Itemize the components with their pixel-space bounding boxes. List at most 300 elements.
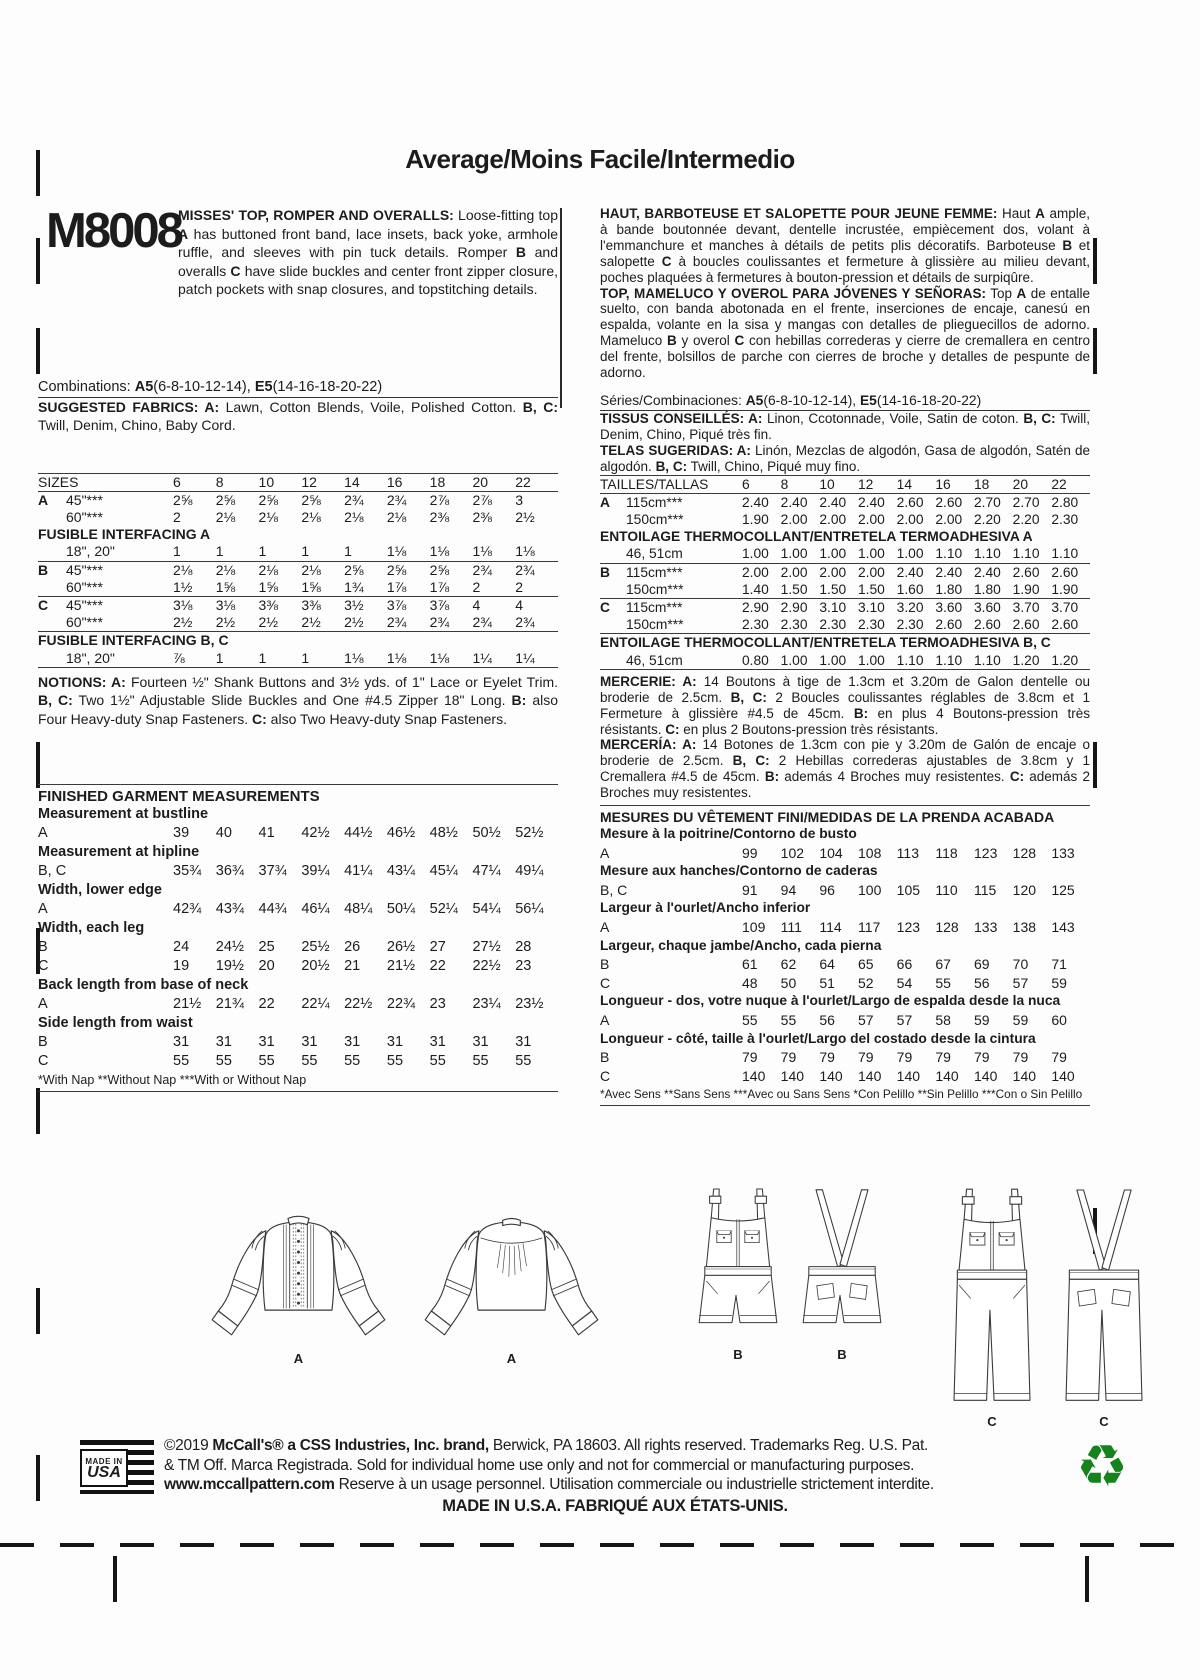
table-cell: 52½ — [515, 825, 544, 842]
table-cell: 2¾ — [429, 614, 450, 631]
table-section-heading: Measurement at hipline — [38, 844, 200, 861]
table-cell: 31 — [301, 1034, 318, 1051]
table-cell: 2.30 — [819, 617, 847, 633]
table-section-heading: Mesure aux hanches/Contorno de caderas — [600, 863, 878, 879]
table-cell: 55 — [173, 1053, 190, 1070]
table-cell: 133 — [1051, 844, 1075, 861]
table-cell: 94 — [780, 881, 797, 898]
table-row — [38, 473, 558, 492]
row-label: 150cm*** — [626, 581, 684, 597]
row-key: A — [600, 494, 610, 510]
table-cell: 2.40 — [974, 564, 1001, 580]
table-cell: 59 — [1012, 1012, 1029, 1029]
registration-mark — [113, 1556, 117, 1602]
row-label: 46, 51cm — [626, 652, 683, 668]
table-cell: 79 — [935, 1049, 951, 1066]
table-section-heading: Measurement at bustline — [38, 806, 209, 823]
description-block — [38, 206, 558, 299]
table-cell: 1.10 — [935, 546, 963, 562]
copyright-line-1: ©2019 McCall's® a CSS Industries, Inc. brand, Berwick, PA 18603. All rights reserved. Trademarks Reg. U.S. Pat. — [164, 1437, 928, 1454]
table-row — [600, 616, 1090, 634]
table-cell: 2.80 — [1051, 494, 1079, 510]
table-cell: 2⅛ — [258, 508, 279, 525]
row-label: 46, 51cm — [626, 546, 683, 562]
table-cell: 140 — [1051, 1067, 1075, 1084]
table-cell: 10 — [258, 473, 275, 490]
table-row — [600, 599, 1090, 616]
figure-label: A — [293, 1351, 304, 1366]
table-cell: 55 — [215, 1053, 232, 1070]
table-row — [600, 955, 1090, 974]
table-cell: 18 — [429, 473, 446, 490]
table-cell: 3⅛ — [215, 596, 236, 613]
table-cell: 1⅝ — [215, 578, 236, 595]
table-cell: 1.90 — [1051, 581, 1079, 597]
table-cell: 24½ — [215, 939, 244, 956]
table-section-heading: Longueur - dos, votre nuque à l'ourlet/Largo de espalda desde la nuca — [600, 993, 1061, 1009]
flag-text-bottom: USA — [87, 1463, 121, 1481]
suggested-fabrics-es: TELAS SUGERIDAS: A: Linón, Mezclas de algodón, Gasa de algodón, Satén de algodón. B, C: Twill, Chino, Piqué muy fino. — [600, 442, 1090, 474]
garment-description-en: MISSES' TOP, ROMPER AND OVERALLS: Loose-fitting top A has buttoned front band, lace insets, back yoke, armhole ruffle, and sleeves with pin tuck details. Romper B and overalls C have slide buckles and center front zipper closure, patch pockets with snap closures, and topstitching details. — [178, 207, 558, 297]
row-label: 150cm*** — [626, 512, 684, 527]
table-cell: 2½ — [301, 614, 321, 631]
table-cell: 125 — [1051, 881, 1075, 898]
table-cell: 22½ — [344, 996, 373, 1013]
table-cell: 104 — [819, 844, 843, 861]
table-cell: 3.20 — [896, 600, 924, 616]
table-cell: 21½ — [173, 996, 202, 1013]
table-cell: 140 — [780, 1067, 805, 1084]
top-a-front-drawing — [206, 1199, 391, 1349]
merceria-paragraph: MERCERÍA: A: 14 Botones de 1.3cm con pie y 3.20m de Galón de encaje o broderie de 2.5cm. B, C: 2 Hebillas correderas ajustables de 3.8cm y 1 Cremallera #4.5 de 45cm. B: además 4 Broches muy resistentes. C: además 2 Broches muy resistentes. — [600, 737, 1090, 801]
table-cell: 54¼ — [472, 901, 501, 918]
table-cell: 1⅞ — [386, 578, 407, 595]
table-cell: 20½ — [301, 958, 330, 975]
table-row — [38, 562, 558, 579]
table-cell: 114 — [819, 919, 842, 936]
pattern-number: M8008 — [46, 204, 181, 258]
table-cell: 25 — [258, 939, 275, 956]
table-cell: 35¾ — [173, 863, 202, 880]
table-cell: 1⅞ — [429, 578, 450, 595]
table-section-heading: Largeur à l'ourlet/Ancho inferior — [600, 900, 811, 916]
table-cell: 48½ — [429, 825, 458, 842]
table-cell: 18 — [974, 476, 990, 492]
row-label: 45"*** — [66, 491, 103, 508]
table-cell: 2⅞ — [472, 491, 492, 508]
table-cell: 51 — [819, 974, 835, 991]
table-row — [38, 650, 558, 668]
table-cell: 2.40 — [819, 494, 847, 510]
table-cell: 1⅝ — [301, 578, 321, 595]
table-cell: 2.00 — [819, 564, 847, 580]
table-cell: 1.00 — [742, 546, 769, 562]
row-label: B — [600, 1049, 610, 1066]
table-cell: 1.00 — [858, 652, 885, 668]
table-cell: 31 — [344, 1034, 361, 1051]
table-cell: 1.20 — [1051, 652, 1079, 668]
table-cell: 138 — [1012, 919, 1037, 936]
table-cell: 22¾ — [386, 996, 416, 1013]
table-cell: 23¼ — [472, 996, 501, 1013]
table-cell: 8 — [780, 476, 789, 492]
table-cell: 57 — [896, 1012, 913, 1029]
table-row — [600, 974, 1090, 993]
table-cell: 1¼ — [472, 649, 492, 666]
row-key: C — [38, 596, 49, 613]
table-cell: ⅞ — [173, 649, 185, 666]
table-row — [38, 614, 558, 632]
table-section-heading: Longueur - côté, taille à l'ourlet/Largo del costado desde la cintura — [600, 1030, 1036, 1046]
combinations-line-intl: Séries/Combinaciones: A5(6-8-10-12-14), E5(14-16-18-20-22) — [600, 393, 1090, 411]
table-cell: 20 — [258, 958, 275, 975]
table-cell: 2.40 — [858, 494, 885, 510]
table-cell: 2⅛ — [301, 561, 321, 578]
table-cell: 23 — [429, 996, 446, 1013]
table-cell: 3 — [515, 491, 524, 508]
table-cell: 2½ — [344, 614, 364, 631]
row-label: 150cm*** — [626, 617, 684, 633]
table-cell: 1.80 — [935, 581, 963, 597]
table-cell: 1 — [258, 649, 267, 666]
table-cell: 12 — [301, 473, 317, 490]
table-cell: 66 — [896, 956, 913, 973]
table-cell: 39¼ — [301, 863, 330, 880]
table-row — [38, 900, 558, 919]
table-cell: 1⅛ — [515, 543, 535, 560]
table-cell: 55 — [301, 1053, 318, 1070]
table-cell: 20 — [1012, 476, 1029, 492]
table-cell: 2.70 — [1012, 494, 1040, 510]
table-cell: 39 — [173, 825, 190, 842]
table-cell: 123 — [896, 919, 921, 936]
table-cell: 64 — [819, 956, 835, 973]
row-label: B, C — [38, 863, 67, 880]
table-cell: 2.40 — [780, 494, 808, 510]
table-cell: 2⅛ — [258, 561, 279, 578]
yardage-table-metric — [600, 475, 1090, 670]
table-cell: 25½ — [301, 939, 330, 956]
table-cell: 50½ — [472, 825, 501, 842]
table-cell: 4 — [515, 596, 524, 613]
table-cell: 23½ — [515, 996, 544, 1013]
table-cell: 1.10 — [1051, 546, 1079, 562]
table-cell: 2⅜ — [472, 508, 492, 525]
table-cell: 1.00 — [819, 546, 847, 562]
table-cell: 48 — [742, 974, 758, 991]
table-cell: 2.00 — [935, 512, 963, 527]
table-cell: 26½ — [386, 939, 416, 956]
table-cell: 12 — [858, 476, 874, 492]
table-cell: 3⅛ — [173, 596, 193, 613]
garment-description-fr: HAUT, BARBOTEUSE ET SALOPETTE POUR JEUNE FEMME: Haut A ample, à bande boutonnée devant, dentelle incrustée, empiècement dos, volant à l'emmanchure et manches à détails de petits plis décoratifs. Barboteuse B et salopette C à boucles coulissantes et fermeture à glissière au milieu devant, poches plaquées à fermetures à bouton-pression et détails de surpiqûre. — [600, 206, 1090, 285]
table-cell: 3.60 — [935, 600, 963, 616]
table-cell: 140 — [974, 1067, 998, 1084]
table-cell: 79 — [1051, 1049, 1067, 1066]
table-cell: 3.10 — [819, 600, 847, 616]
table-cell: 143 — [1051, 919, 1075, 936]
table-cell: 31 — [386, 1034, 404, 1051]
table-cell: 96 — [819, 881, 835, 898]
table-row — [38, 938, 558, 957]
figure-label: B — [733, 1347, 743, 1362]
table-cell: 28 — [515, 939, 532, 956]
row-label: TAILLES/TALLAS — [600, 476, 709, 492]
table-cell: 56¼ — [515, 901, 544, 918]
overalls-c-back-drawing — [1056, 1185, 1152, 1412]
table-cell: 3⅞ — [429, 596, 450, 613]
table-cell: 16 — [935, 476, 951, 492]
table-cell: 110 — [935, 881, 958, 898]
table-cell: 2.60 — [1051, 617, 1079, 633]
table-cell: 140 — [742, 1067, 766, 1084]
row-label: C — [600, 1067, 611, 1084]
table-cell: 2⅛ — [386, 508, 407, 525]
table-cell: 100 — [858, 881, 882, 898]
table-cell: 140 — [858, 1067, 882, 1084]
row-key: B — [600, 564, 610, 580]
table-cell: 123 — [974, 844, 998, 861]
table-section-heading: Mesure à la poitrine/Contorno de busto — [600, 826, 857, 842]
table-cell: 2⅛ — [215, 508, 236, 525]
row-label: C — [38, 1053, 49, 1070]
table-cell: 14 — [344, 473, 360, 490]
table-cell: 56 — [819, 1012, 835, 1029]
table-cell: 1.90 — [1012, 581, 1040, 597]
table-cell: 3½ — [344, 596, 364, 613]
table-cell: 3.70 — [1051, 600, 1079, 616]
table-row — [38, 579, 558, 597]
table-cell: 55 — [429, 1053, 446, 1070]
table-section-heading: Back length from base of neck — [38, 977, 249, 994]
table-cell: 3.70 — [1012, 600, 1040, 616]
finished-measurements-table-metric — [600, 825, 1090, 1085]
row-label: 115cm*** — [626, 564, 683, 580]
table-cell: 20 — [472, 473, 489, 490]
table-cell: 65 — [858, 956, 874, 973]
top-a-front-figure — [206, 1199, 391, 1366]
table-cell: 27½ — [472, 939, 501, 956]
table-cell: 60 — [1051, 1012, 1067, 1029]
table-cell: 1⅛ — [386, 543, 407, 560]
table-cell: 2⅝ — [386, 561, 407, 578]
table-row — [600, 564, 1090, 581]
registration-mark — [1093, 328, 1097, 374]
row-label: SIZES — [38, 473, 79, 490]
table-cell: 2.60 — [1012, 564, 1040, 580]
table-cell: 99 — [742, 844, 758, 861]
table-cell: 2⅝ — [429, 561, 450, 578]
table-cell: 1⅛ — [429, 543, 450, 560]
table-cell: 62 — [780, 956, 797, 973]
table-cell: 40 — [215, 825, 232, 842]
table-cell: 2 — [173, 508, 181, 525]
table-cell: 115 — [974, 881, 997, 898]
table-cell: 44¾ — [258, 901, 287, 918]
table-cell: 2⅛ — [301, 508, 321, 525]
table-cell: 69 — [974, 956, 990, 973]
table-cell: 2.00 — [819, 512, 847, 527]
table-cell: 6 — [742, 476, 750, 492]
table-cell: 79 — [742, 1049, 758, 1066]
table-cell: 10 — [819, 476, 835, 492]
table-section-heading: ENTOILAGE THERMOCOLLANT/ENTRETELA TERMOADHESIVA A — [600, 529, 1033, 545]
figure-label: C — [1099, 1414, 1109, 1429]
row-label: A — [38, 996, 48, 1013]
table-cell: 3.60 — [974, 600, 1001, 616]
table-cell: 0.80 — [742, 652, 769, 668]
table-cell: 1½ — [173, 578, 193, 595]
table-cell: 1 — [258, 543, 267, 560]
table-cell: 2¾ — [386, 614, 407, 631]
table-cell: 16 — [386, 473, 403, 490]
table-cell: 58 — [935, 1012, 951, 1029]
table-cell: 1 — [215, 543, 224, 560]
table-cell: 1.10 — [896, 652, 924, 668]
table-cell: 2.40 — [935, 564, 963, 580]
table-cell: 23 — [515, 958, 532, 975]
table-cell: 2⅛ — [173, 561, 193, 578]
table-cell: 14 — [896, 476, 913, 492]
table-cell: 2.60 — [896, 494, 924, 510]
row-label: A — [600, 1012, 610, 1029]
table-cell: 2¾ — [515, 614, 535, 631]
registration-mark — [1093, 742, 1097, 788]
table-cell: 2.60 — [974, 617, 1001, 633]
table-cell: 79 — [819, 1049, 835, 1066]
yardage-table-imperial — [38, 473, 558, 668]
table-cell: 22 — [429, 958, 446, 975]
table-cell: 2½ — [215, 614, 236, 631]
table-cell: 70 — [1012, 956, 1029, 973]
table-cell: 1.80 — [974, 581, 1001, 597]
registration-mark — [36, 1088, 40, 1134]
row-label: 18", 20" — [66, 543, 115, 560]
table-cell: 6 — [173, 473, 181, 490]
table-cell: 105 — [896, 881, 921, 898]
table-cell: 21¾ — [215, 996, 244, 1013]
table-cell: 1.20 — [1012, 652, 1040, 668]
table-cell: 52¼ — [429, 901, 458, 918]
table-section-heading: ENTOILAGE THERMOCOLLANT/ENTRETELA TERMOADHESIVA B, C — [600, 635, 1051, 651]
table-cell: 2.60 — [935, 494, 963, 510]
table-cell: 2⅝ — [215, 491, 236, 508]
row-key: B — [38, 561, 49, 578]
table-cell: 2⅝ — [173, 491, 193, 508]
table-cell: 1 — [301, 649, 310, 666]
table-cell: 22 — [1051, 476, 1067, 492]
table-cell: 2.30 — [1051, 512, 1079, 527]
table-cell: 44½ — [344, 825, 373, 842]
table-cell: 2 — [472, 578, 481, 595]
table-row — [600, 1011, 1090, 1030]
table-cell: 37¾ — [258, 863, 287, 880]
table-cell: 2.60 — [1012, 617, 1040, 633]
table-cell: 2.00 — [780, 564, 808, 580]
table-cell: 1⅛ — [429, 649, 450, 666]
flag-text-top: MADE IN — [85, 1456, 123, 1466]
table-row — [38, 509, 558, 526]
table-cell: 3.10 — [858, 600, 885, 616]
table-cell: 140 — [896, 1067, 921, 1084]
table-cell: 43¾ — [215, 901, 244, 918]
table-cell: 140 — [819, 1067, 843, 1084]
table-cell: 55 — [742, 1012, 758, 1029]
french-spanish-column — [600, 206, 1090, 1106]
table-cell: 2.30 — [742, 617, 769, 633]
top-a-back-drawing — [419, 1199, 604, 1349]
table-cell: 111 — [780, 919, 802, 936]
table-cell: 2.30 — [896, 617, 924, 633]
table-section-heading: Width, each leg — [38, 920, 145, 937]
table-cell: 31 — [215, 1034, 232, 1051]
table-cell: 79 — [1012, 1049, 1029, 1066]
table-cell: 1.60 — [896, 581, 924, 597]
table-cell: 55 — [515, 1053, 532, 1070]
table-cell: 2¾ — [344, 491, 364, 508]
made-in-usa-line: MADE IN U.S.A. FABRIQUÉ AUX ÉTATS-UNIS. — [442, 1496, 788, 1515]
table-cell: 48¼ — [344, 901, 373, 918]
table-cell: 55 — [472, 1053, 489, 1070]
table-cell: 79 — [896, 1049, 913, 1066]
nap-footnote-intl: *Avec Sens **Sans Sens ***Avec ou Sans Sens *Con Pelillo **Sin Pelillo ***Con o Sin Pelillo — [600, 1085, 1090, 1106]
table-cell: 31 — [429, 1034, 446, 1051]
table-cell: 1 — [215, 649, 224, 666]
figure-label: A — [506, 1351, 517, 1366]
table-cell: 1.00 — [819, 652, 847, 668]
table-cell: 2 — [515, 578, 524, 595]
table-cell: 31 — [173, 1034, 190, 1051]
table-cell: 1 — [173, 543, 181, 560]
table-cell: 27 — [429, 939, 446, 956]
table-cell: 2.60 — [1051, 564, 1079, 580]
garment-description-es: TOP, MAMELUCO Y OVEROL PARA JÓVENES Y SEÑORAS: Top A de entalle suelto, con banda abotonada en el frente, inserciones de encaje, canesú en espalda, volante en la sisa y mangas con detalles de plieguecillos de adorno. Mameluco B y overol C con hebillas correderas y cierre de cremallera en centro del frente, bolsillos de parche con cierres de broche y detalles de pespunte de adorno. — [600, 285, 1090, 381]
table-cell: 2⅛ — [215, 561, 236, 578]
romper-b-back-drawing — [796, 1185, 888, 1345]
table-row — [600, 844, 1090, 863]
table-cell: 2⅝ — [301, 491, 321, 508]
row-label: 18", 20" — [66, 649, 115, 666]
table-cell: 42½ — [301, 825, 330, 842]
registration-mark — [1085, 1556, 1089, 1602]
top-a-back-figure — [419, 1199, 604, 1366]
table-section-heading: FUSIBLE INTERFACING A — [38, 526, 211, 543]
table-row — [600, 494, 1090, 511]
table-cell: 1.50 — [780, 581, 808, 597]
table-cell: 2.90 — [742, 600, 769, 616]
table-cell: 31 — [472, 1034, 489, 1051]
made-in-usa-logo — [80, 1440, 154, 1494]
table-cell: 1.50 — [819, 581, 847, 597]
table-cell: 55 — [780, 1012, 797, 1029]
row-label: 60"*** — [66, 508, 103, 525]
table-row — [38, 597, 558, 614]
table-cell: 2.00 — [780, 512, 808, 527]
table-cell: 2⅞ — [429, 491, 450, 508]
table-cell: 1⅛ — [344, 649, 364, 666]
table-cell: 57 — [1012, 974, 1029, 991]
difficulty-heading: Average/Moins Facile/Intermedio — [405, 144, 795, 174]
table-cell: 113 — [896, 844, 919, 861]
table-row — [38, 995, 558, 1014]
overalls-c-back-figure — [1056, 1185, 1152, 1429]
suggested-fabrics-fr: TISSUS CONSEILLÉS: A: Linon, Ccotonnade, Voile, Satin de coton. B, C: Twill, Denim, Chino, Piqué très fin. — [600, 410, 1090, 442]
table-cell: 41¼ — [344, 863, 373, 880]
column-divider — [560, 208, 562, 408]
row-label: C — [38, 958, 49, 975]
row-label: B — [38, 939, 48, 956]
table-cell: 2¾ — [515, 561, 535, 578]
